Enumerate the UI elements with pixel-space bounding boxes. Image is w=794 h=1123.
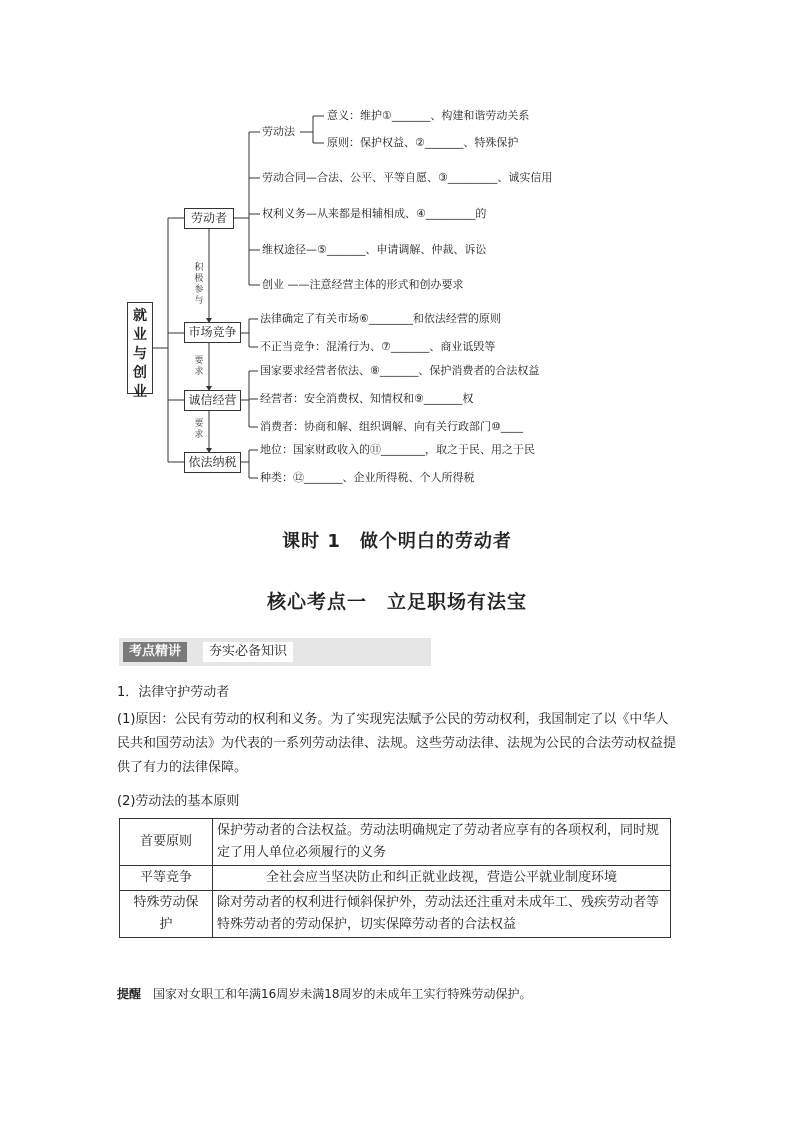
- item-rights: 权利义务—从来都是相辅相成、④_________的: [262, 207, 487, 220]
- section-title: 核心考点一 立足职场有法宝: [266, 591, 527, 613]
- paragraph-reason: (1)原因：公民有劳动的权利和义务。为了实现宪法赋予公民的劳动权利，我国制定了以《中华人民共和国劳动法》为代表的一系列劳动法律、法规。这些劳动法律、法规为公民的合法劳动权益提供了有力的法律保障。: [117, 712, 677, 775]
- item-tax-1: 地位：国家财政收入的⑪________，取之于民、用之于民: [260, 443, 535, 456]
- banner-subtitle: 夯实必备知识: [203, 642, 293, 662]
- table-body-cell: 除对劳动者的权利进行倾斜保护外，劳动法还注重对未成年工、残疾劳动者等特殊劳动者的劳动保护，切实保障劳动者的合法权益: [213, 891, 671, 938]
- node-market: 市场竞争: [184, 322, 241, 343]
- labor-law-principles-table: [119, 818, 671, 938]
- item-integrity-1: 国家要求经营者依法、⑧_______、保护消费者的合法权益: [260, 364, 540, 377]
- item-integrity-3: 消费者：协商和解、组织调解、向有关行政部门⑩____: [260, 420, 523, 433]
- item-law-meaning: 意义：维护①_______、构建和谐劳动关系: [327, 109, 530, 122]
- item-labor-law: 劳动法: [262, 125, 295, 138]
- link-label-require-1: 要求: [194, 356, 204, 377]
- reminder-note: [117, 985, 532, 1003]
- table-head-cell: 特殊劳动保护: [120, 891, 213, 938]
- node-laborer: 劳动者: [184, 208, 234, 229]
- node-integrity: 诚信经营: [184, 390, 241, 411]
- table-head-cell: 平等竞争: [120, 866, 213, 891]
- item-startup: 创业 ——注意经营主体的形式和创办要求: [262, 278, 464, 291]
- link-label-require-2: 要求: [194, 419, 204, 440]
- item-contract: 劳动合同—合法、公平、平等自愿、③_________、诚实信用: [262, 171, 553, 184]
- item-law-principle: 原则：保护权益、②_______、特殊保护: [327, 136, 519, 149]
- heading-law-protects: 1．法律守护劳动者: [117, 685, 230, 700]
- item-market-2: 不正当竞争：混淆行为、⑦_______、商业诋毁等: [260, 340, 496, 353]
- reminder-label: 提醒: [117, 987, 142, 1001]
- link-label-participate: 积极参与: [194, 263, 204, 306]
- banner-tag: 考点精讲: [123, 642, 187, 662]
- table-row: [120, 866, 671, 891]
- root-node: 就业与创业: [127, 302, 153, 394]
- table-row: [120, 819, 671, 866]
- table-head-cell: 首要原则: [120, 819, 213, 866]
- item-defense: 维权途径—⑤_______、申请调解、仲裁、诉讼: [262, 243, 487, 256]
- node-tax: 依法纳税: [184, 452, 241, 473]
- item-market-1: 法律确定了有关市场⑥________和依法经营的原则: [260, 312, 501, 325]
- table-row: [120, 891, 671, 938]
- lesson-title: 课时 1 做个明白的劳动者: [282, 531, 512, 552]
- table-body-cell: 全社会应当坚决防止和纠正就业歧视，营造公平就业制度环境: [213, 866, 671, 891]
- heading-basic-principles: (2)劳动法的基本原则: [117, 794, 240, 809]
- item-integrity-2: 经营者：安全消费权、知情权和⑨_______权: [260, 392, 474, 405]
- section-banner: [119, 638, 431, 666]
- table-body-cell: 保护劳动者的合法权益。劳动法明确规定了劳动者应享有的各项权利，同时规定了用人单位必须履行的义务: [213, 819, 671, 866]
- reminder-text: 国家对女职工和年满16周岁未满18周岁的未成年工实行特殊劳动保护。: [153, 987, 532, 1001]
- item-tax-2: 种类：⑫_______、企业所得税、个人所得税: [260, 471, 475, 484]
